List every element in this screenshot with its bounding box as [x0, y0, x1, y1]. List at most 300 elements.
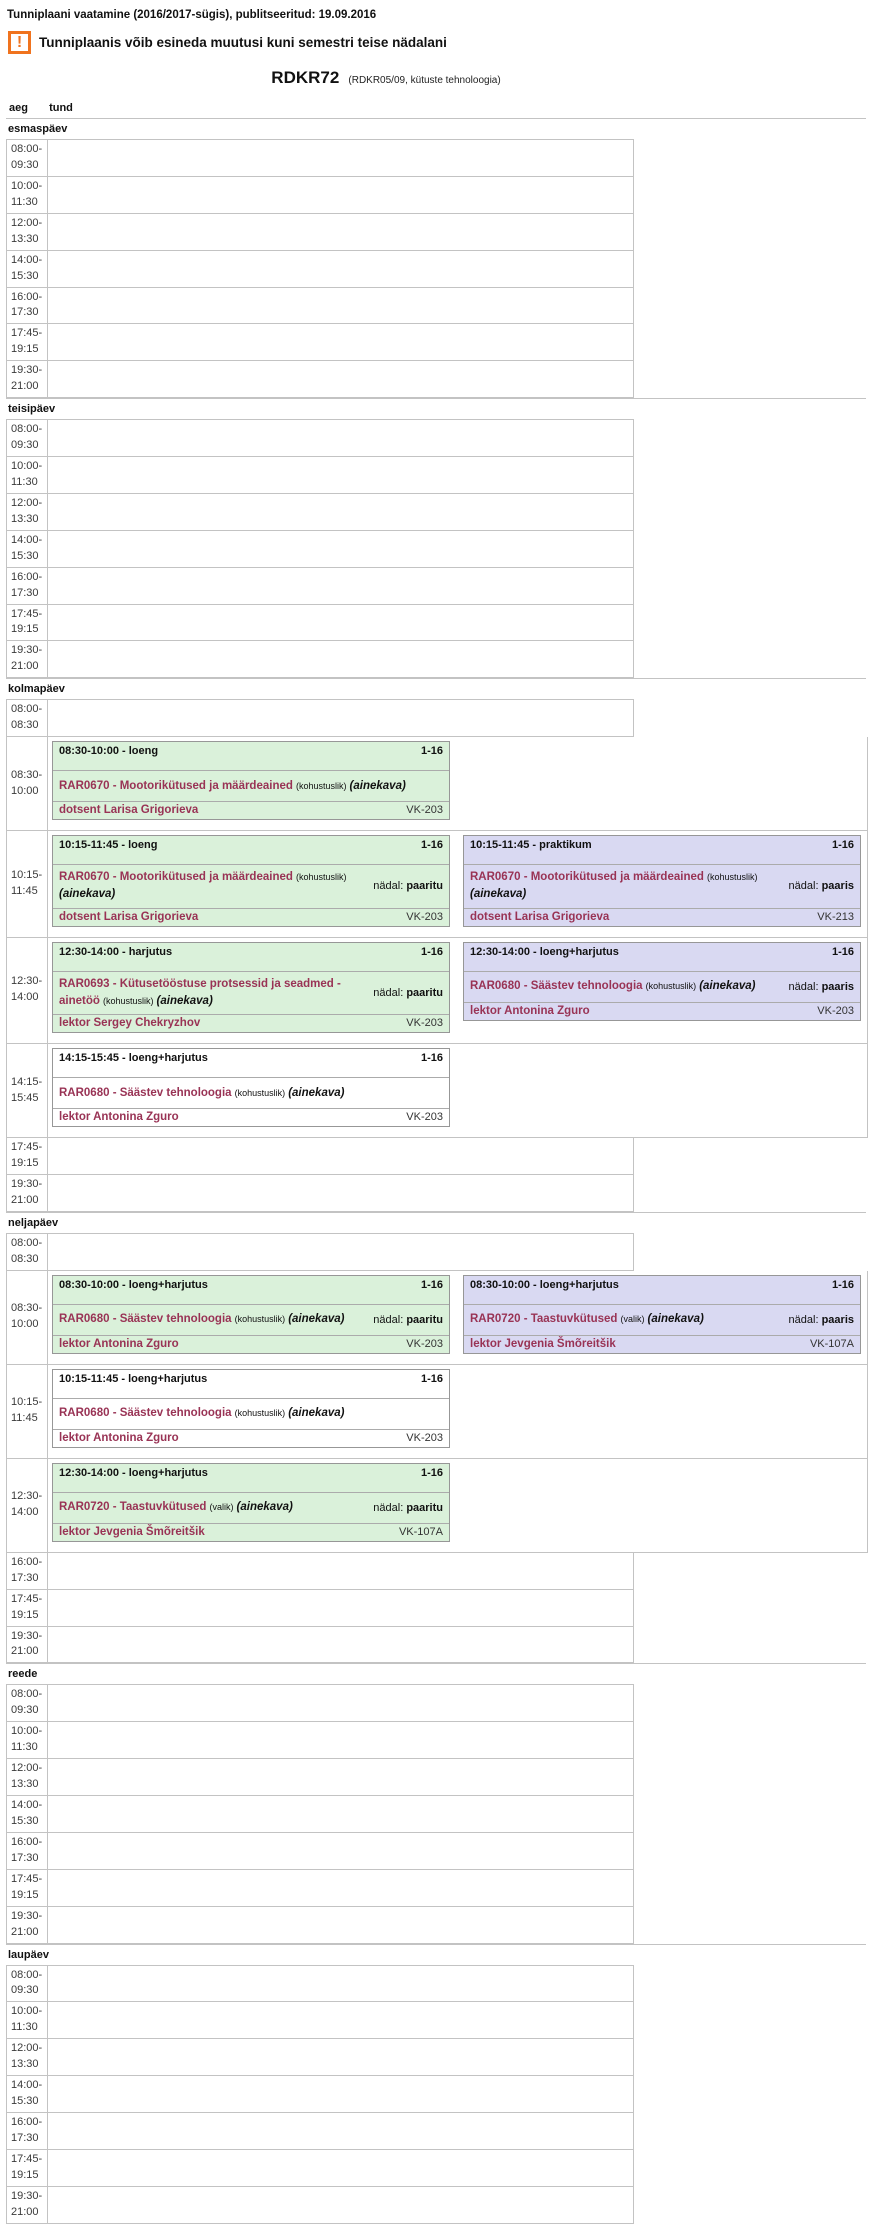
room-label: VK-107A: [398, 1525, 443, 1538]
time-end: 15:45: [11, 1091, 39, 1104]
time-start: 10:15-: [11, 868, 43, 881]
time-slot-label: [7, 1627, 48, 1663]
time-slot-label: [7, 1590, 48, 1626]
course-name: RAR0680 - Säästev tehnoloogia: [470, 980, 643, 992]
course-name: RAR0670 - Mootorikütused ja määrdeained: [59, 871, 293, 884]
week-parity-value: paaritu: [406, 1313, 443, 1326]
time-end: 19:15: [11, 2168, 39, 2181]
lesson-time-type: 10:15-11:45 - praktikum: [470, 839, 592, 852]
time-slot-label: [7, 324, 48, 360]
time-end: 11:30: [11, 475, 38, 488]
row-content: [48, 700, 633, 736]
time-row: [6, 1233, 634, 1271]
group-title-row: [6, 68, 766, 88]
time-start: 08:30-: [11, 1302, 43, 1315]
time-end: 08:30: [11, 719, 39, 732]
row-content: [48, 2076, 633, 2112]
lesson-course: [59, 869, 373, 904]
day-rows: [6, 699, 866, 1212]
row-content: [48, 1234, 633, 1270]
time-slot-label: [7, 700, 48, 736]
row-content: [48, 2187, 633, 2223]
time-row: [6, 177, 634, 214]
row-content: [48, 1459, 867, 1552]
room-label: VK-203: [406, 804, 443, 817]
lecturer-name: lektor Antonina Zguro: [59, 1431, 179, 1444]
week-parity-value: paaris: [821, 880, 854, 893]
lesson-block: [52, 942, 450, 1034]
time-row: [6, 938, 868, 1045]
time-start: 19:30-: [11, 364, 43, 377]
lesson-time-type: 12:30-14:00 - loeng+harjutus: [59, 1466, 208, 1479]
time-slot-label: [7, 214, 48, 250]
lesson-lecturer-row: [53, 1015, 449, 1032]
time-row: [6, 1870, 634, 1907]
time-slot-label: [7, 1271, 48, 1364]
time-slot-label: [7, 1870, 48, 1906]
lesson-weeks: 1-16: [420, 1466, 443, 1479]
day-header: kolmapäev: [8, 683, 65, 696]
time-end: 15:30: [11, 549, 39, 562]
lesson-lecturer-row: [53, 1430, 449, 1447]
time-end: 09:30: [11, 1984, 39, 1997]
lesson-course: [470, 869, 789, 904]
lesson-lecturer-row: [53, 909, 449, 926]
time-start: 14:15-: [11, 1075, 43, 1088]
lesson-lecturer-row: [53, 1336, 449, 1353]
time-start: 16:00-: [11, 1835, 43, 1848]
week-parity: nädal: paaris: [788, 1313, 854, 1326]
time-slot-label: [7, 2150, 48, 2186]
lesson-head: [53, 1276, 449, 1304]
row-content: [48, 568, 633, 604]
row-content: [48, 1553, 633, 1589]
lesson-course-row: [53, 1492, 449, 1524]
row-content: [48, 1590, 633, 1626]
lesson-time-type: 08:30-10:00 - loeng: [59, 745, 159, 758]
time-start: 17:45-: [11, 1872, 43, 1885]
time-row: [6, 1459, 868, 1553]
time-start: 19:30-: [11, 1629, 43, 1642]
time-start: 08:00-: [11, 1236, 43, 1249]
row-content: [48, 1044, 867, 1137]
lesson-weeks: 1-16: [420, 1278, 443, 1291]
time-start: 08:00-: [11, 1968, 43, 1981]
row-content: [48, 1365, 867, 1458]
lesson-course: [59, 1311, 373, 1328]
lesson-weeks: 1-16: [420, 745, 443, 758]
room-label: VK-203: [406, 1337, 443, 1350]
time-start: 10:00-: [11, 1725, 43, 1738]
time-row: [6, 1365, 868, 1459]
row-content: [48, 1627, 633, 1663]
lesson-head: [53, 742, 449, 770]
time-start: 17:45-: [11, 2152, 43, 2165]
row-content: [48, 2113, 633, 2149]
row-content: [48, 1833, 633, 1869]
time-slot-label: [7, 938, 48, 1044]
time-start: 14:00-: [11, 253, 43, 266]
lesson-block: [463, 1275, 861, 1354]
course-name: RAR0720 - Taastuvkütused: [59, 1501, 207, 1514]
time-slot-label: [7, 1044, 48, 1137]
lecturer-name: lektor Jevgenia Šmõreitšik: [470, 1337, 616, 1350]
time-row: [6, 641, 634, 678]
row-content: [48, 177, 633, 213]
time-end: 14:00: [11, 1506, 39, 1519]
row-content: [48, 457, 633, 493]
time-start: 08:30-: [11, 768, 43, 781]
time-row: [6, 457, 634, 494]
time-slot-label: [7, 1553, 48, 1589]
time-end: 09:30: [11, 158, 39, 171]
time-end: 17:30: [11, 2131, 39, 2144]
day-header: esmaspäev: [8, 123, 68, 135]
lesson-block: [52, 1275, 450, 1354]
lesson-lecturer-row: [53, 802, 449, 819]
time-slot-label: [7, 641, 48, 677]
course-name: RAR0670 - Mootorikütused ja määrdeained: [470, 871, 704, 884]
row-content: [48, 361, 633, 397]
day-rows: [6, 1684, 866, 1943]
row-content: [48, 2002, 633, 2038]
time-slot-label: [7, 2039, 48, 2075]
time-end: 21:00: [11, 380, 39, 393]
time-row: [6, 494, 634, 531]
time-slot-label: [7, 1175, 48, 1211]
time-row: [6, 419, 634, 457]
lesson-head: [53, 836, 449, 864]
time-row: [6, 214, 634, 251]
time-start: 19:30-: [11, 1909, 43, 1922]
time-start: 08:00-: [11, 143, 43, 155]
course-requirement: (kohustuslik): [234, 1408, 286, 1419]
time-start: 10:00-: [11, 2005, 43, 2018]
time-slot-label: [7, 494, 48, 530]
time-row: [6, 139, 634, 177]
day-section-teisipäev: [6, 398, 866, 678]
day-header: neljapäev: [8, 1216, 59, 1229]
lesson-course-row: [53, 1077, 449, 1109]
time-row: [6, 1044, 868, 1138]
time-end: 13:30: [11, 2058, 39, 2071]
time-end: 19:15: [11, 1608, 39, 1621]
time-end: 13:30: [11, 1778, 39, 1791]
time-start: 10:00-: [11, 179, 43, 192]
lesson-block: [463, 835, 861, 927]
time-row: [6, 1553, 634, 1590]
lesson-time-type: 08:30-10:00 - loeng+harjutus: [59, 1278, 208, 1291]
lesson-block: [52, 1369, 450, 1448]
lesson-time-type: 12:30-14:00 - loeng+harjutus: [470, 945, 619, 958]
time-start: 14:00-: [11, 1799, 43, 1811]
row-content: [48, 1722, 633, 1758]
time-end: 19:15: [11, 1888, 39, 1901]
time-slot-label: [7, 1138, 48, 1174]
lecturer-name: lektor Antonina Zguro: [59, 1111, 179, 1124]
time-row: [6, 605, 634, 642]
time-slot-label: [7, 2113, 48, 2149]
time-row: [6, 2002, 634, 2039]
lesson-course: [59, 1499, 373, 1516]
day-section-neljapäev: [6, 1212, 866, 1664]
timetable: [6, 119, 866, 2224]
column-headers: [6, 100, 866, 119]
day-rows: [6, 139, 866, 398]
lesson-course-row: [464, 1304, 860, 1336]
course-name: RAR0680 - Säästev tehnoloogia: [59, 1313, 232, 1326]
time-slot-label: [7, 568, 48, 604]
lesson-course-row: [464, 971, 860, 1003]
time-row: [6, 2187, 634, 2224]
time-row: [6, 1759, 634, 1796]
time-end: 17:30: [11, 1571, 39, 1584]
time-start: 19:30-: [11, 1178, 43, 1190]
week-parity: nädal: paaritu: [373, 986, 443, 999]
lesson-time-type: 12:30-14:00 - harjutus: [59, 945, 173, 958]
time-row: [6, 1175, 634, 1212]
time-slot-label: [7, 1966, 48, 2002]
time-end: 10:00: [11, 784, 39, 797]
curriculum-link[interactable]: (ainekava): [470, 888, 527, 901]
week-parity-value: paaris: [821, 1313, 854, 1326]
time-end: 13:30: [11, 512, 39, 525]
time-end: 14:00: [11, 991, 39, 1004]
time-slot-label: [7, 1365, 48, 1458]
time-row: [6, 1684, 634, 1722]
time-row: [6, 361, 634, 398]
time-slot-label: [7, 361, 48, 397]
page-title: Tunniplaani vaatamine (2016/2017-sügis), publitseeritud: 19.09.2016: [7, 9, 377, 21]
lesson-weeks: 1-16: [420, 945, 443, 958]
time-slot-label: [7, 420, 48, 456]
time-start: 08:00-: [11, 423, 43, 436]
week-parity: nädal: paaris: [788, 980, 854, 993]
course-requirement: (valik): [209, 1502, 234, 1513]
lecturer-name: lektor Antonina Zguro: [470, 1004, 590, 1017]
row-content: [48, 1271, 867, 1364]
time-end: 21:00: [11, 660, 39, 673]
time-start: 17:45-: [11, 1592, 43, 1605]
lecturer-name: lektor Antonina Zguro: [59, 1337, 179, 1350]
lesson-weeks: 1-16: [420, 1052, 443, 1065]
lesson-weeks: 1-16: [831, 839, 854, 852]
time-end: 15:30: [11, 269, 39, 282]
week-parity: nädal: paaritu: [373, 880, 443, 893]
row-content: [48, 1907, 633, 1943]
week-parity-value: paaris: [821, 980, 854, 993]
time-slot-label: [7, 1759, 48, 1795]
row-content: [48, 1138, 633, 1174]
week-parity-value: paaritu: [406, 880, 443, 893]
day-header: reede: [8, 1668, 38, 1681]
row-content: [48, 831, 867, 937]
day-header: laupäev: [8, 1948, 49, 1961]
notice-text: Tunniplaanis võib esineda muutusi kuni semestri teise nädalani: [39, 35, 447, 50]
time-row: [6, 699, 634, 737]
curriculum-link[interactable]: (ainekava): [236, 1501, 293, 1514]
lesson-time-type: 14:15-15:45 - loeng+harjutus: [59, 1052, 208, 1065]
row-content: [48, 288, 633, 324]
time-row: [6, 2039, 634, 2076]
curriculum-link[interactable]: (ainekava): [349, 779, 406, 792]
lesson-course: [59, 778, 443, 795]
lesson-block: [52, 741, 450, 820]
time-start: 16:00-: [11, 290, 43, 303]
time-end: 17:30: [11, 306, 39, 319]
lesson-course-row: [53, 971, 449, 1016]
day-rows: [6, 1233, 866, 1664]
time-slot-label: [7, 1833, 48, 1869]
lesson-course-row: [53, 1398, 449, 1430]
time-end: 21:00: [11, 1645, 39, 1658]
time-start: 10:00-: [11, 460, 43, 472]
time-row: [6, 1138, 634, 1175]
row-content: [48, 1966, 633, 2002]
row-content: [48, 214, 633, 250]
course-name: RAR0680 - Säästev tehnoloogia: [59, 1086, 232, 1099]
day-header: teisipäev: [8, 403, 56, 416]
time-row: [6, 2076, 634, 2113]
time-start: 16:00-: [11, 1555, 43, 1568]
lesson-course: [59, 1405, 443, 1422]
row-content: [48, 605, 633, 641]
course-name: RAR0720 - Taastuvkütused: [470, 1313, 618, 1326]
time-start: 08:00-: [11, 703, 43, 716]
lesson-time-type: 10:15-11:45 - loeng: [59, 839, 158, 852]
time-slot-label: [7, 251, 48, 287]
time-row: [6, 1833, 634, 1870]
time-start: 12:30-: [11, 975, 43, 988]
time-end: 11:30: [11, 195, 38, 208]
day-section-kolmapäev: [6, 678, 866, 1212]
time-row: [6, 1965, 634, 2003]
time-row: [6, 1796, 634, 1833]
lesson-lecturer-row: [53, 1524, 449, 1541]
day-section-esmaspäev: [6, 119, 866, 398]
lesson-course: [470, 978, 789, 995]
curriculum-link[interactable]: (ainekava): [288, 1407, 345, 1420]
time-end: 10:00: [11, 1318, 39, 1331]
time-slot-label: [7, 2187, 48, 2223]
row-content: [48, 737, 867, 830]
lecturer-name: dotsent Larisa Grigorieva: [59, 910, 199, 923]
time-slot-label: [7, 1796, 48, 1832]
week-parity-value: paaritu: [406, 986, 443, 999]
row-content: [48, 1175, 633, 1211]
time-slot-label: [7, 737, 48, 830]
lesson-block: [463, 942, 861, 1021]
lesson-head: [464, 836, 860, 864]
lesson-course-row: [53, 864, 449, 909]
time-end: 17:30: [11, 1851, 39, 1864]
week-parity: nädal: paaritu: [373, 1313, 443, 1326]
row-content: [48, 1870, 633, 1906]
time-end: 19:15: [11, 1157, 39, 1170]
lesson-course: [470, 1311, 789, 1328]
time-slot-label: [7, 1685, 48, 1721]
lesson-course: [59, 976, 373, 1011]
time-end: 13:30: [11, 232, 39, 245]
time-row: [6, 737, 868, 831]
time-end: 11:30: [11, 1741, 38, 1754]
curriculum-link[interactable]: (ainekava): [699, 980, 756, 992]
time-row: [6, 1627, 634, 1664]
time-row: [6, 1722, 634, 1759]
room-label: VK-203: [406, 1017, 443, 1030]
column-header-aeg: aeg: [9, 102, 28, 114]
lesson-weeks: 1-16: [831, 1278, 854, 1291]
time-slot-label: [7, 457, 48, 493]
lesson-time-type: 10:15-11:45 - loeng+harjutus: [59, 1372, 208, 1385]
curriculum-link[interactable]: (ainekava): [59, 888, 116, 901]
curriculum-link[interactable]: (ainekava): [156, 994, 213, 1007]
row-content: [48, 1796, 633, 1832]
curriculum-link[interactable]: (ainekava): [288, 1086, 345, 1099]
time-end: 21:00: [11, 1925, 39, 1938]
lesson-lecturer-row: [464, 1003, 860, 1020]
time-row: [6, 531, 634, 568]
time-start: 19:30-: [11, 644, 43, 657]
group-code: RDKR72: [271, 68, 340, 87]
time-end: 08:30: [11, 1252, 39, 1265]
time-slot-label: [7, 140, 48, 176]
time-end: 17:30: [11, 586, 39, 599]
lesson-head: [464, 1276, 860, 1304]
lesson-course-row: [464, 864, 860, 909]
time-start: 12:00-: [11, 2042, 43, 2055]
course-name: RAR0693 - Kütusetööstuse protsessid ja seadmed - ainetöö: [59, 977, 341, 1007]
lesson-head: [53, 1464, 449, 1492]
time-start: 12:30-: [11, 1490, 43, 1503]
time-slot-label: [7, 531, 48, 567]
time-start: 12:00-: [11, 496, 43, 509]
time-start: 17:45-: [11, 607, 43, 620]
column-header-tund: tund: [49, 102, 73, 114]
time-start: 17:45-: [11, 1141, 43, 1154]
course-requirement: (kohustuslik): [295, 780, 347, 791]
curriculum-link[interactable]: (ainekava): [647, 1313, 704, 1326]
lecturer-name: lektor Jevgenia Šmõreitšik: [59, 1525, 205, 1538]
time-start: 14:00-: [11, 2079, 43, 2092]
lesson-lecturer-row: [53, 1109, 449, 1126]
time-row: [6, 1590, 634, 1627]
row-content: [48, 1759, 633, 1795]
notice-banner: [8, 31, 866, 54]
time-row: [6, 324, 634, 361]
time-start: 10:15-: [11, 1396, 43, 1409]
time-row: [6, 288, 634, 325]
time-start: 16:00-: [11, 570, 43, 583]
week-parity: nädal: paaritu: [373, 1501, 443, 1514]
week-parity-value: paaritu: [406, 1501, 443, 1514]
row-content: [48, 420, 633, 456]
course-name: RAR0670 - Mootorikütused ja määrdeained: [59, 779, 293, 792]
time-start: 08:00-: [11, 1688, 43, 1701]
time-slot-label: [7, 1907, 48, 1943]
lesson-block: [52, 835, 450, 927]
time-row: [6, 1271, 868, 1365]
curriculum-link[interactable]: (ainekava): [288, 1313, 345, 1326]
time-slot-label: [7, 1722, 48, 1758]
day-section-reede: [6, 1663, 866, 1943]
room-label: VK-213: [817, 910, 854, 923]
time-row: [6, 1907, 634, 1944]
time-end: 11:30: [11, 2021, 38, 2034]
room-label: VK-203: [817, 1004, 854, 1017]
time-end: 15:30: [11, 1814, 39, 1827]
lesson-course-row: [53, 770, 449, 802]
